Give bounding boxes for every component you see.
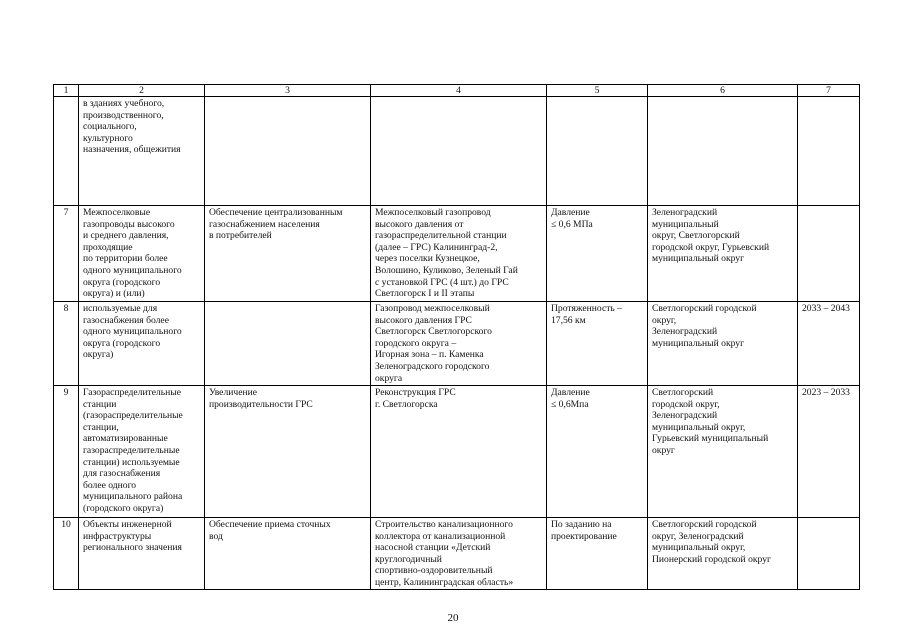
column-number-7: 7 (798, 85, 860, 97)
document-table (53, 84, 860, 590)
object-name-cell: Газопровод межпоселковый высокого давления ГРС Светлогорск Светлогорского городского округа – Игорная зона – п. Каменка Зеленоградского городского округа (371, 302, 547, 386)
row-number-cell: 7 (54, 206, 79, 302)
characteristics-cell: Давление ≤ 0,6Мпа (547, 386, 648, 518)
object-type-cell: Межпоселковые газопроводы высокого и среднего давления, проходящие по территории более одного муниципального округа (городского округа) и (или) (79, 206, 205, 302)
period-cell: 2023 – 2033 (798, 386, 860, 518)
object-type-cell: Газораспределительные станции (газораспределительные станции, автоматизированные газораспределительные станции) используемые для газоснабжения более одного муниципального района (городского округа) (79, 386, 205, 518)
location-cell: Светлогорский городской округ, Зеленоградский муниципальный округ, Пионерский городской округ (648, 518, 798, 590)
object-name-cell: Реконструкция ГРС г. Светлогорска (371, 386, 547, 518)
column-number-1: 1 (54, 85, 79, 97)
table-row (54, 302, 860, 386)
characteristics-cell: Протяженность – 17,56 км (547, 302, 648, 386)
object-name-cell: Строительство канализационного коллектора от канализационной насосной станции «Детский круглогодичный спортивно-оздоровительный центр, Калининградская область» (371, 518, 547, 590)
row-number-cell (54, 97, 79, 206)
page-number: 20 (447, 612, 459, 624)
object-name-cell (371, 97, 547, 206)
column-number-3: 3 (205, 85, 371, 97)
row-number-cell: 8 (54, 302, 79, 386)
period-cell: 2033 – 2043 (798, 302, 860, 386)
characteristics-cell: Давление ≤ 0,6 МПа (547, 206, 648, 302)
object-type-cell: Объекты инженерной инфраструктуры регионального значения (79, 518, 205, 590)
table-row (54, 386, 860, 518)
row-number-cell: 9 (54, 386, 79, 518)
column-number-4: 4 (371, 85, 547, 97)
characteristics-cell (547, 97, 648, 206)
table-header-row (54, 85, 860, 97)
location-cell (648, 97, 798, 206)
object-name-cell: Межпоселковый газопровод высокого давления от газораспределительной станции (далее – ГРС) Калининград-2, через поселки Кузнецкое, Волошино, Куликово, Зеленый Гай с установкой ГРС (4 шт.) до ГРС Светлогорск I и II этапы (371, 206, 547, 302)
location-cell: Зеленоградский муниципальный округ, Светлогорский городской округ, Гурьевский муниципальный округ (648, 206, 798, 302)
purpose-cell (205, 97, 371, 206)
object-type-cell: используемые для газоснабжения более одного муниципального округа (городского округа) (79, 302, 205, 386)
purpose-cell (205, 302, 371, 386)
purpose-cell: Увеличение производительности ГРС (205, 386, 371, 518)
characteristics-cell: По заданию на проектирование (547, 518, 648, 590)
location-cell: Светлогорский городской округ, Зеленоградский муниципальный округ (648, 302, 798, 386)
column-number-5: 5 (547, 85, 648, 97)
table-row (54, 518, 860, 590)
column-number-6: 6 (648, 85, 798, 97)
location-cell: Светлогорский городской округ, Зеленоградский муниципальный округ, Гурьевский муниципальный округ (648, 386, 798, 518)
row-number-cell: 10 (54, 518, 79, 590)
period-cell (798, 518, 860, 590)
table-row (54, 206, 860, 302)
object-type-cell: в зданиях учебного, производственного, социального, культурного назначения, общежития (79, 97, 205, 206)
period-cell (798, 97, 860, 206)
purpose-cell: Обеспечение приема сточных вод (205, 518, 371, 590)
table-row (54, 97, 860, 206)
purpose-cell: Обеспечение централизованным газоснабжением населения в потребителей (205, 206, 371, 302)
period-cell (798, 206, 860, 302)
column-number-2: 2 (79, 85, 205, 97)
